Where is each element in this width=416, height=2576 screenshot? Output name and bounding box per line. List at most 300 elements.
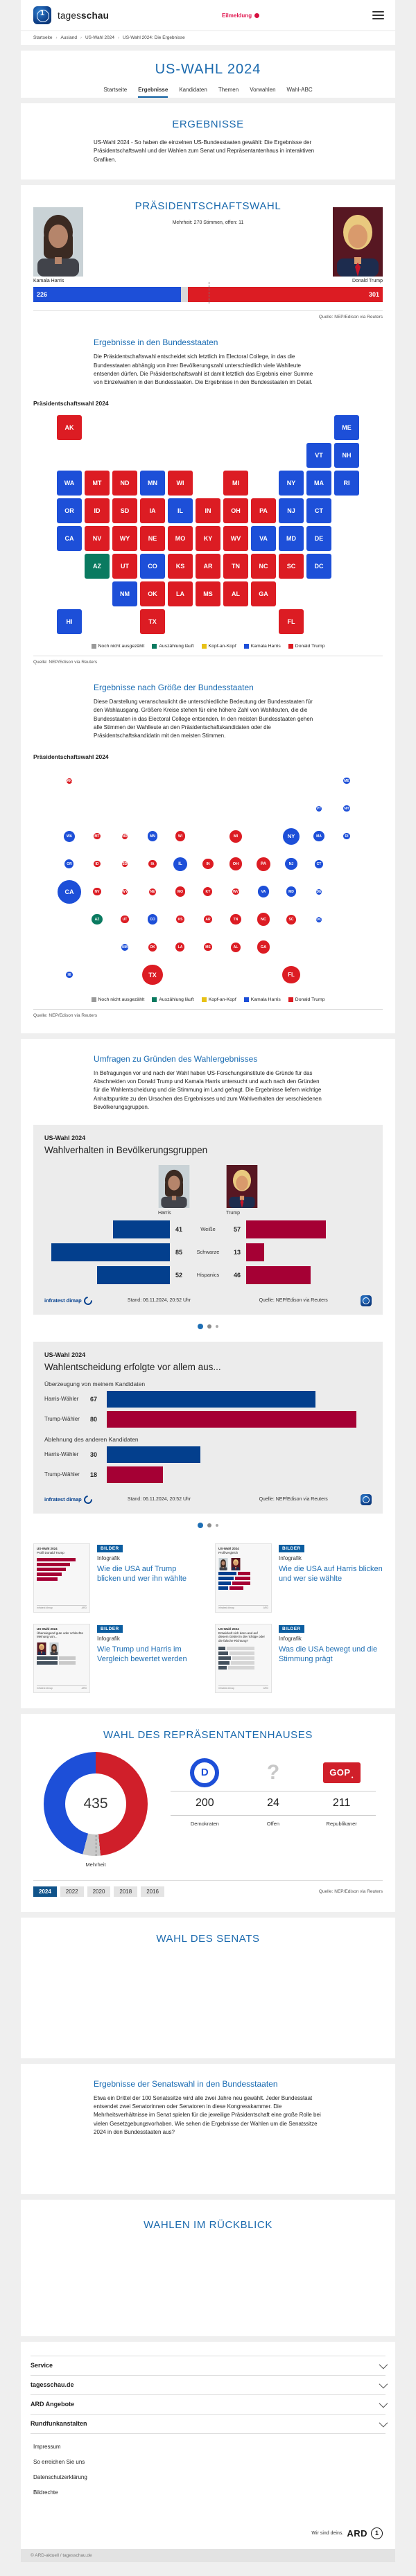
state-tile-ky[interactable]: KY — [196, 526, 220, 551]
state-bubble-id[interactable]: ID — [94, 861, 100, 867]
tab-startseite[interactable]: Startseite — [103, 87, 128, 93]
footer-links — [31, 2434, 385, 2496]
ard-brand-line — [31, 2527, 383, 2539]
state-tile-fl[interactable]: FL — [279, 609, 304, 634]
open-question-icon: ? — [266, 1760, 280, 1784]
tab-themen[interactable]: Themen — [218, 87, 239, 93]
legend-swatch — [202, 644, 207, 649]
legend-label: Noch nicht ausgezählt — [98, 997, 145, 1002]
stand-note: Stand: 06.11.2024, 20:52 Uhr — [127, 1298, 191, 1304]
legend-label: Kopf-an-Kopf — [208, 997, 236, 1002]
trump-value: 13 — [233, 1248, 241, 1256]
state-bubble-wv[interactable]: WV — [232, 889, 239, 894]
accordion-label: Service — [31, 2362, 53, 2369]
harris-name: Kamala Harris — [33, 279, 64, 284]
legend-label: Auszählung läuft — [159, 997, 194, 1002]
state-bubble-ar[interactable]: AR — [204, 915, 211, 923]
tagesschau-logo[interactable]: 1 — [33, 6, 51, 24]
state-bubble-nj[interactable]: NJ — [285, 858, 297, 870]
state-bubble-tx[interactable]: TX — [142, 965, 162, 985]
state-bubble-la[interactable]: LA — [175, 943, 184, 952]
state-tile-wi[interactable]: WI — [168, 471, 193, 496]
hero-section — [21, 51, 395, 98]
trump-bar-segment: 301 — [188, 287, 383, 302]
teaser-kicker: Infografik — [97, 1554, 120, 1561]
breadcrumb-separator: › — [80, 35, 82, 40]
senatswahl-subheading: Ergebnisse der Senatswahl in den Bundesstaaten — [94, 2078, 278, 2089]
state-tile-in[interactable]: IN — [196, 498, 220, 523]
bilder-badge: BILDER — [97, 1545, 123, 1552]
state-bubble-nv[interactable]: NV — [93, 888, 101, 895]
source-note: Quelle: NEP/Edison via Reuters — [33, 1009, 383, 1018]
thumb-kicker: US-Wahl 2024 — [37, 1546, 58, 1550]
chart-title: Wahlverhalten in Bevölkerungsgruppen — [44, 1144, 208, 1155]
state-bubble-or[interactable]: OR — [64, 859, 73, 868]
breadcrumb-item[interactable]: US-Wahl 2024 — [85, 35, 114, 40]
trump-bar-track — [246, 1220, 372, 1238]
state-tile-ms[interactable]: MS — [196, 581, 220, 606]
source-note: Quelle: NEP/Edison via Reuters — [33, 310, 383, 319]
legend-swatch — [288, 644, 293, 649]
party-icon-cell — [239, 1755, 308, 1791]
demographics-row — [44, 1220, 372, 1238]
state-tile-nj[interactable]: NJ — [279, 498, 304, 523]
page-title: US-WAHL 2024 — [155, 62, 261, 77]
state-bubble-ca[interactable]: CA — [58, 880, 81, 904]
tab-vorwahlen[interactable]: Vorwahlen — [250, 87, 276, 93]
state-tile-ak[interactable]: AK — [57, 415, 82, 440]
state-bubble-nh[interactable]: NH — [344, 806, 349, 811]
harris-bar-segment: 226 — [33, 287, 181, 302]
chart-footer — [44, 1494, 372, 1505]
harris-column-label: Harris — [158, 1210, 171, 1216]
state-tile-ut[interactable]: UT — [112, 554, 137, 579]
copyright-note: © ARD-aktuell / tagesschau.de — [21, 2549, 395, 2562]
party-icon-cell — [171, 1755, 239, 1791]
legend-item — [202, 644, 236, 649]
decision-bar-track — [107, 1446, 372, 1463]
state-tile-ma[interactable]: MA — [306, 471, 331, 496]
carousel-dot-active[interactable] — [198, 1523, 203, 1528]
teaser-info — [97, 1624, 201, 1693]
democrats-logo-icon: D — [190, 1758, 219, 1787]
majority-label: Mehrheit — [85, 1861, 106, 1868]
teaser-card-2[interactable] — [215, 1543, 383, 1613]
voter-group-value: 18 — [90, 1471, 98, 1478]
tab-ergebnisse[interactable]: Ergebnisse — [138, 87, 168, 98]
state-bubble-de[interactable]: DE — [316, 889, 322, 894]
chart-card-wahlverhalten — [33, 1125, 383, 1315]
harris-bar-track — [44, 1243, 170, 1261]
state-tile-nm[interactable]: NM — [112, 581, 137, 606]
state-bubble-mo[interactable]: MO — [175, 886, 186, 897]
legend-item — [244, 644, 281, 649]
teaser-card-1[interactable] — [33, 1543, 201, 1613]
state-tile-ks[interactable]: KS — [168, 554, 193, 579]
source-note: Quelle: NEP/Edison via Reuters — [33, 656, 383, 665]
decision-bar — [107, 1446, 200, 1463]
section-umfragen — [21, 1039, 395, 1708]
state-tile-nc[interactable]: NC — [251, 554, 276, 579]
thumb-kicker: US-Wahl 2024 — [218, 1627, 239, 1631]
umfragen-text: In Befragungen vor und nach der Wahl haben US-Forschungsinstitute die Gründe für das Abschneiden von Donald Trump und Kamala Harris untersucht und auch nach den Gründen für die Wahlentscheidung und die Stimmung im Land gefragt. Die Ergebnisse liefern wichtige Anhaltspunkte zu den Ursachen des Ergebnisses und zum Wahlverhalten der verschiedenen Bevölkerungsgruppen. — [94, 1069, 322, 1111]
thumb-title: Profilvergleich — [218, 1550, 239, 1554]
state-bubble-ri[interactable]: RI — [343, 833, 349, 839]
harris-value: 41 — [175, 1225, 182, 1233]
legend-swatch — [288, 997, 293, 1002]
state-tile-me[interactable]: ME — [334, 415, 359, 440]
section-ergebnisse — [21, 103, 395, 179]
harris-value: 85 — [175, 1248, 182, 1256]
state-tile-la[interactable]: LA — [168, 581, 193, 606]
state-bubble-wi[interactable]: WI — [175, 831, 186, 841]
state-tile-co[interactable]: CO — [140, 554, 165, 579]
decision-row — [44, 1446, 372, 1463]
state-tile-or[interactable]: OR — [57, 498, 82, 523]
state-tile-nh[interactable]: NH — [334, 443, 359, 468]
breadcrumb-item[interactable]: Ausland — [60, 35, 77, 40]
legend-label: Donald Trump — [295, 997, 325, 1002]
section-senatswahl-bundesstaaten — [21, 2064, 395, 2194]
footer-link[interactable]: Datenschutzerklärung — [33, 2473, 87, 2480]
chevron-down-icon — [379, 2399, 388, 2408]
state-tile-id[interactable]: ID — [85, 498, 110, 523]
source-note: Quelle: NEP/Edison via Reuters — [259, 1497, 328, 1502]
house-seats-donut — [44, 1752, 148, 1856]
chart-kicker: US-Wahl 2024 — [44, 1351, 86, 1358]
brand-wordmark[interactable]: tagesschau — [58, 10, 110, 21]
teaser-title[interactable]: Was die USA bewegt und die Stimmung prägt — [279, 1645, 378, 1663]
breadcrumb-item[interactable]: US-Wahl 2024: Die Ergebnisse — [123, 35, 185, 40]
legend-swatch — [244, 997, 249, 1002]
legend-swatch — [92, 644, 96, 649]
state-tile-il[interactable]: IL — [168, 498, 193, 523]
candidate-photos — [44, 1165, 372, 1216]
carousel-dot[interactable] — [216, 1524, 218, 1527]
bilder-badge: BILDER — [97, 1625, 123, 1633]
state-tile-va[interactable]: VA — [251, 526, 276, 551]
party-seats: 24 — [239, 1791, 308, 1816]
state-bubble-mn[interactable]: MN — [148, 831, 158, 841]
thumb-kicker: US-Wahl 2024 — [37, 1627, 58, 1631]
chevron-down-icon — [379, 2360, 388, 2369]
footer-accordion-rundfunkanstalten[interactable] — [31, 2415, 385, 2434]
teaser-card-4[interactable] — [215, 1624, 383, 1693]
ard-circle-one-icon: 1 — [371, 2527, 383, 2539]
accordion-label: ARD Angebote — [31, 2401, 75, 2408]
state-bubble-nd[interactable]: ND — [122, 834, 128, 839]
thumb-title: Entwickelt sich das Land auf diesem Gebiet in die richtige oder die falsche Richtung? — [218, 1631, 266, 1643]
legend-item — [92, 997, 145, 1002]
voter-group-label: Trump-Wähler — [44, 1416, 80, 1423]
thumb-footer: infratest dimap ARD — [218, 1606, 268, 1609]
voter-group-value: 30 — [90, 1451, 98, 1458]
state-bubble-pa[interactable]: PA — [257, 857, 270, 871]
year-button-2024[interactable]: 2024 — [33, 1886, 57, 1897]
state-tile-wa[interactable]: WA — [57, 471, 82, 496]
state-bubble-ok[interactable]: OK — [148, 943, 157, 952]
state-bubble-al[interactable]: AL — [231, 943, 241, 952]
state-bubble-ny[interactable]: NY — [283, 828, 300, 845]
state-tile-al[interactable]: AL — [223, 581, 248, 606]
decision-bar-track — [107, 1391, 372, 1408]
repraesentantenhaus-heading: WAHL DES REPRÄSENTANTENHAUSES — [103, 1728, 313, 1741]
carousel-dot-active[interactable] — [198, 1324, 203, 1329]
legend-swatch — [202, 997, 207, 1002]
legend-label: Kopf-an-Kopf — [208, 643, 236, 649]
trump-photo-small — [226, 1165, 258, 1208]
party-name: Demokraten — [190, 1820, 219, 1827]
bilder-badge: BILDER — [279, 1625, 304, 1633]
state-bubble-sc[interactable]: SC — [286, 915, 296, 925]
hero-tabs — [21, 87, 395, 98]
breaking-label: Eilmeldung — [221, 12, 252, 19]
rueckblick-heading: WAHLEN IM RÜCKBLICK — [144, 2218, 272, 2231]
state-bubble-ia[interactable]: IA — [148, 860, 156, 868]
footer-accordion-service[interactable] — [31, 2356, 385, 2376]
praesidentschaftswahl-heading: PRÄSIDENTSCHAFTSWAHL — [135, 200, 281, 213]
state-bubble-mi[interactable]: MI — [229, 830, 242, 843]
thumb-footer: infratest dimap ARD — [218, 1686, 268, 1690]
state-bubble-az[interactable]: AZ — [92, 914, 102, 925]
state-bubble-ct[interactable]: CT — [315, 860, 323, 868]
tab-wahlabc[interactable]: Wahl-ABC — [286, 87, 313, 93]
state-tile-pa[interactable]: PA — [251, 498, 276, 523]
state-tile-ne[interactable]: NE — [140, 526, 165, 551]
harris-bar — [51, 1243, 170, 1261]
breadcrumb-item[interactable]: Startseite — [33, 35, 53, 40]
map-legend — [33, 644, 383, 649]
state-bubble-hi[interactable]: HI — [66, 972, 72, 978]
house-total-seats: 435 — [83, 1795, 108, 1812]
state-tile-hi[interactable]: HI — [57, 609, 82, 634]
trump-bar — [246, 1243, 264, 1261]
state-tile-ca[interactable]: CA — [57, 526, 82, 551]
state-bubble-me[interactable]: ME — [344, 778, 349, 783]
trump-value: 46 — [233, 1271, 241, 1279]
state-tile-mi[interactable]: MI — [223, 471, 248, 496]
footer-link[interactable]: Impressum — [33, 2443, 61, 2450]
harris-bar — [113, 1220, 170, 1238]
ergebnisse-heading: ERGEBNISSE — [172, 119, 244, 130]
decision-bar-track — [107, 1466, 372, 1483]
stand-note: Stand: 06.11.2024, 20:52 Uhr — [127, 1497, 191, 1502]
state-bubble-dc[interactable]: DC — [316, 917, 322, 922]
state-tile-ar[interactable]: AR — [196, 554, 220, 579]
state-tile-ga[interactable]: GA — [251, 581, 276, 606]
senat-heading: WAHL DES SENATS — [156, 1932, 260, 1945]
party-seats: 211 — [307, 1791, 376, 1816]
tab-kandidaten[interactable]: Kandidaten — [179, 87, 207, 93]
state-cartogram — [55, 767, 361, 990]
state-bubble-wy[interactable]: WY — [121, 889, 128, 894]
state-bubble-nm[interactable]: NM — [121, 944, 128, 951]
year-button-2022[interactable]: 2022 — [60, 1886, 84, 1897]
legend-swatch — [152, 644, 157, 649]
carousel-dots — [33, 1523, 383, 1528]
breaking-news-link[interactable] — [109, 12, 372, 19]
teaser-kicker: Infografik — [279, 1554, 302, 1561]
teaser-title[interactable]: Wie die USA auf Trump blicken und wer ihn wählte — [97, 1564, 187, 1583]
thumb-mini-chart — [218, 1557, 268, 1604]
year-selector — [33, 1886, 164, 1897]
decision-bar-track — [107, 1411, 372, 1428]
trump-column-label: Trump — [226, 1210, 240, 1216]
thumb-mini-chart — [37, 1557, 87, 1604]
state-bubble-co[interactable]: CO — [148, 914, 158, 925]
state-tile-mn[interactable]: MN — [140, 471, 165, 496]
carousel-dots — [33, 1324, 383, 1329]
state-tile-vt[interactable]: VT — [306, 443, 331, 468]
state-bubble-fl[interactable]: FL — [282, 966, 300, 983]
size-text: Diese Darstellung veranschaulicht die unterschiedliche Bedeutung der Bundesstaaten für den Wahlausgang. Größere Kreise stehen für eine höhere Zahl von Wahlleuten, die die Bundesstaaten in das Electoral College entsenden. In den meisten Bundesstaaten gehen alle Stimmen der Wahlleute an den Präsidentschaftskandidaten oder die Präsidentschaftskandidatin mit den meisten Stimmen. — [94, 698, 313, 739]
state-bubble-oh[interactable]: OH — [229, 857, 243, 870]
cartogram-legend — [33, 997, 383, 1002]
teaser-thumbnail — [215, 1624, 272, 1693]
chart-title: Wahlentscheidung erfolgte vor allem aus... — [44, 1361, 221, 1372]
ergebnisse-text: US-Wahl 2024 - So haben die einzelnen US-Bundesstaaten gewählt: Die Ergebnisse der Präsidentschaftswahl und der Wahlen zum Senat und Repräsentantenhaus in interaktiven Grafiken. — [94, 139, 315, 163]
senate-graphic-placeholder — [33, 1953, 383, 2043]
state-bubble-ak[interactable]: AK — [67, 778, 72, 783]
source-note: Quelle: NEP/Edison via Reuters — [318, 1889, 383, 1894]
footer-accordion-tagesschaude[interactable] — [31, 2376, 385, 2395]
party-results — [171, 1755, 376, 1827]
state-tile-nv[interactable]: NV — [85, 526, 110, 551]
state-bubble-sd[interactable]: SD — [122, 861, 128, 866]
electoral-vote-bar — [33, 287, 383, 302]
state-tile-ia[interactable]: IA — [140, 498, 165, 523]
site-header — [21, 0, 395, 45]
state-tile-sd[interactable]: SD — [112, 498, 137, 523]
state-bubble-ut[interactable]: UT — [121, 915, 128, 923]
state-tile-mo[interactable]: MO — [168, 526, 193, 551]
category-label: Weiße — [200, 1226, 216, 1233]
state-bubble-ne[interactable]: NE — [149, 888, 156, 895]
menu-button[interactable] — [372, 11, 384, 19]
section-repraesentantenhaus — [21, 1714, 395, 1912]
legend-label: Kamala Harris — [250, 643, 281, 649]
infratest-dimap-logo: infratest dimap — [44, 1496, 92, 1504]
legend-item — [152, 644, 193, 649]
party-seats: 200 — [171, 1791, 239, 1816]
year-button-2016[interactable]: 2016 — [141, 1886, 164, 1897]
footer-link[interactable]: Bildrechte — [33, 2489, 58, 2496]
breadcrumb — [21, 30, 395, 45]
thumb-footer: infratest dimap ARD — [37, 1686, 87, 1690]
state-bubble-nc[interactable]: NC — [257, 913, 270, 925]
legend-swatch — [244, 644, 249, 649]
year-button-2018[interactable]: 2018 — [114, 1886, 137, 1897]
legend-item — [288, 997, 325, 1002]
thumb-kicker: US-Wahl 2024 — [218, 1546, 239, 1550]
state-tile-oh[interactable]: OH — [223, 498, 248, 523]
state-bubble-md[interactable]: MD — [286, 886, 297, 897]
chevron-down-icon — [379, 2379, 388, 2388]
chart-footer — [44, 1295, 372, 1306]
candidate-faceoff — [33, 207, 383, 283]
state-tile-de[interactable]: DE — [306, 526, 331, 551]
state-tile-wy[interactable]: WY — [112, 526, 137, 551]
carousel-dot[interactable] — [207, 1324, 211, 1329]
state-bubble-vt[interactable]: VT — [316, 806, 322, 811]
thumb-title: Überwiegend gute oder schlechte Meinung von... — [37, 1631, 84, 1639]
state-results-map — [55, 414, 361, 637]
teaser-kicker: Infografik — [97, 1635, 120, 1642]
carousel-dot[interactable] — [207, 1523, 211, 1527]
state-bubble-tn[interactable]: TN — [230, 914, 241, 925]
state-tile-tn[interactable]: TN — [223, 554, 248, 579]
carousel-dot[interactable] — [216, 1325, 218, 1328]
accordion-label: Rundfunkanstalten — [31, 2420, 87, 2428]
decision-bar — [107, 1411, 356, 1428]
footer-accordion-ardangebote[interactable] — [31, 2395, 385, 2415]
bilder-badge: BILDER — [279, 1545, 304, 1552]
state-bubble-mt[interactable]: MT — [94, 834, 100, 839]
state-bubble-ga[interactable]: GA — [257, 940, 270, 953]
year-button-2020[interactable]: 2020 — [87, 1886, 111, 1897]
state-bubble-va[interactable]: VA — [258, 886, 270, 897]
state-bubble-il[interactable]: IL — [173, 857, 187, 871]
category-label: Hispanics — [196, 1272, 220, 1279]
state-bubble-ks[interactable]: KS — [176, 915, 184, 923]
section-rueckblick — [21, 2200, 395, 2336]
thumb-title: Profil Donald Trump — [37, 1550, 64, 1554]
state-bubble-in[interactable]: IN — [202, 859, 213, 869]
teaser-info — [97, 1543, 201, 1613]
breadcrumb-separator: › — [118, 35, 119, 40]
cartogram-chart-label: Präsidentschaftswahl 2024 — [33, 753, 109, 760]
state-tile-ri[interactable]: RI — [334, 471, 359, 496]
state-bubble-ma[interactable]: MA — [313, 831, 324, 841]
state-tile-ny[interactable]: NY — [279, 471, 304, 496]
donald-trump-photo — [333, 207, 383, 277]
state-bubble-ms[interactable]: MS — [204, 943, 211, 951]
decision-group-label: Ablehnung des anderen Kandidaten — [44, 1435, 139, 1443]
teaser-info — [279, 1624, 383, 1693]
section-senat — [21, 1918, 395, 2058]
state-tile-nd[interactable]: ND — [112, 471, 137, 496]
party-icon-cell — [307, 1755, 376, 1791]
teaser-title[interactable]: Wie die USA auf Harris blicken und wer sie wählte — [279, 1564, 383, 1583]
trump-bar-track — [246, 1266, 372, 1284]
state-bubble-ky[interactable]: KY — [203, 887, 212, 896]
state-tile-tx[interactable]: TX — [140, 609, 165, 634]
majority-note: Mehrheit: 270 Stimmen, offen: 11 — [172, 220, 244, 226]
accordion-label: tagesschau.de — [31, 2381, 74, 2389]
umfragen-heading: Umfragen zu Gründen des Wahlergebnisses — [94, 1053, 258, 1064]
state-tile-ct[interactable]: CT — [306, 498, 331, 523]
teaser-title[interactable]: Wie Trump und Harris im Vergleich bewertet werden — [97, 1645, 187, 1663]
teaser-card-3[interactable] — [33, 1624, 201, 1693]
teaser-kicker: Infografik — [279, 1635, 302, 1642]
decision-chart — [44, 1381, 372, 1483]
ard-logo-icon — [361, 1295, 372, 1306]
states-text: Die Präsidentschaftswahl entscheidet sich letztlich im Electoral College, in das die Bundesstaaten abhängig von ihrer Bevölkerungszahl unterschiedlich viele Wahlleute entsenden dürfen. Die Präsidentschaftswahl ist damit letztlich das Ergebnis einer Summe von Einzelwahlen in den Bundesstaaten. Die Ergebnisse in den Bundesstaaten im Detail. — [94, 353, 313, 386]
senate-map-placeholder — [33, 2137, 383, 2179]
state-tile-dc[interactable]: DC — [306, 554, 331, 579]
state-tile-sc[interactable]: SC — [279, 554, 304, 579]
state-tile-mt[interactable]: MT — [85, 471, 110, 496]
state-bubble-wa[interactable]: WA — [64, 831, 75, 842]
legend-label: Auszählung läuft — [159, 643, 194, 649]
footer-link[interactable]: So erreichen Sie uns — [33, 2458, 85, 2465]
state-tile-ok[interactable]: OK — [140, 581, 165, 606]
legend-item — [288, 644, 325, 649]
state-tile-wv[interactable]: WV — [223, 526, 248, 551]
decision-row — [44, 1391, 372, 1408]
state-tile-md[interactable]: MD — [279, 526, 304, 551]
state-tile-az[interactable]: AZ — [85, 554, 110, 579]
